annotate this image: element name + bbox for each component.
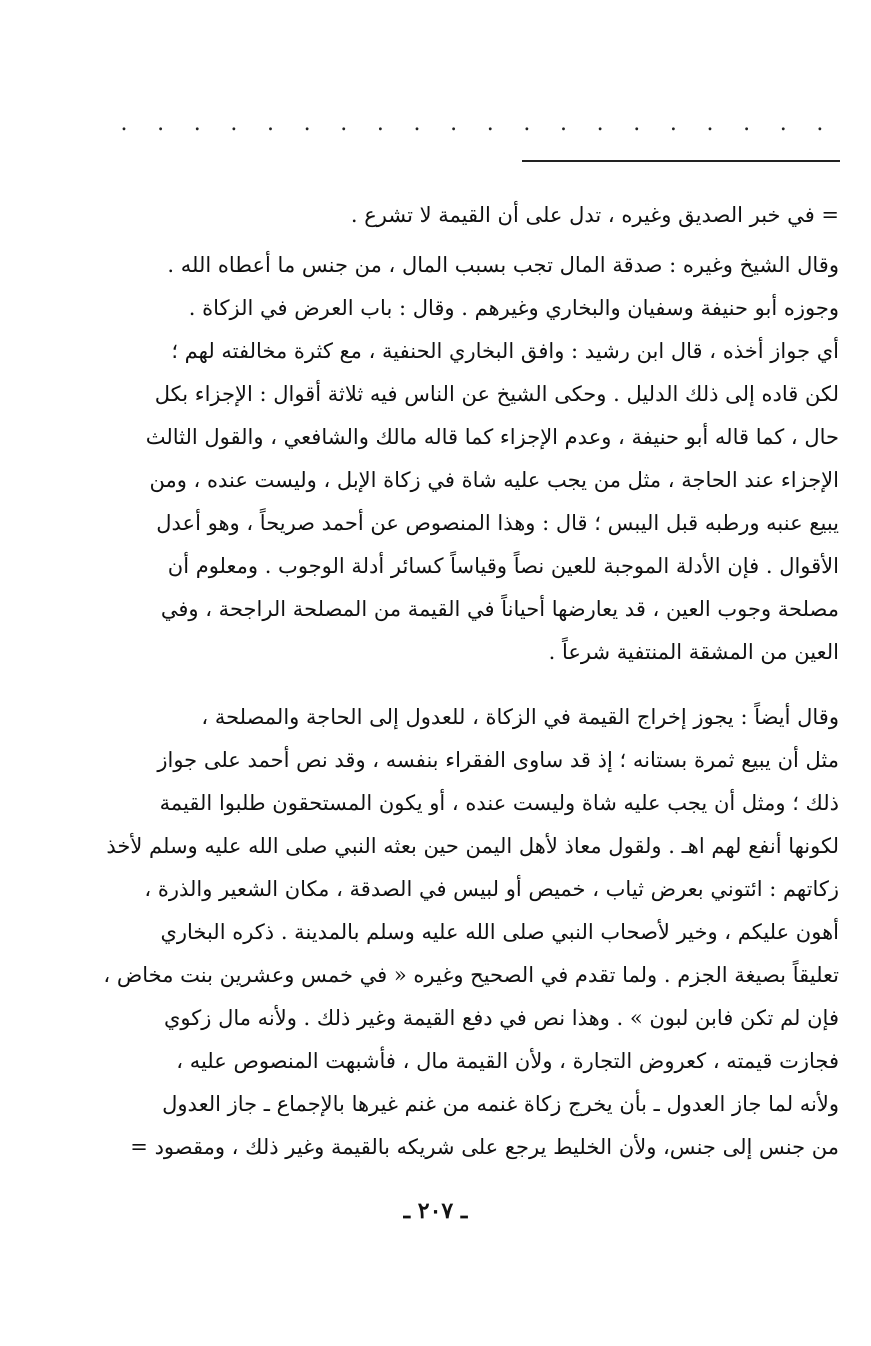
ornament-dot: . (376, 111, 384, 136)
text-line: حال ، كما قاله أبو حنيفة ، وعدم الإجزاء كما قاله مالك والشافعي ، والقول الثالث (145, 425, 839, 449)
ornament-dot: . (450, 111, 458, 136)
ornament-dot: . (523, 111, 531, 136)
text-line: الأقوال . فإن الأدلة الموجبة للعين نصاً وقياساً كسائر أدلة الوجوب . ومعلوم أن (167, 554, 839, 578)
ornament-dot: . (157, 111, 165, 136)
text-line: وقال الشيخ وغيره : صدقة المال تجب بسبب المال ، من جنس ما أعطاه الله . (167, 253, 839, 277)
text-line: العين من المشقة المنتفية شرعاً . (548, 640, 839, 664)
text-line: وقال أيضاً : يجوز إخراج القيمة في الزكاة ، للعدول إلى الحاجة والمصلحة ، (201, 705, 839, 729)
ornament-dot-row (112, 112, 832, 136)
text-line: زكاتهم : ائتوني بعرض ثياب ، خميص أو لبيس في الصدقة ، مكان الشعير والذرة ، (144, 877, 839, 901)
ornament-dot: . (706, 111, 714, 136)
text-line: فإن لم تكن فابن لبون » . وهذا نص في دفع القيمة وغير ذلك . ولأنه مال زكوي (163, 1006, 839, 1030)
text-line: ولأنه لما جاز العدول ـ بأن يخرج زكاة غنمه من غنم غيرها بالإجماع ـ جاز العدول (162, 1092, 839, 1116)
text-line: أي جواز أخذه ، قال ابن رشيد : وافق البخاري الحنفية ، مع كثرة مخالفته لهم ؛ (171, 339, 839, 363)
text-line: فجازت قيمته ، كعروض التجارة ، ولأن القيمة مال ، فأشبهت المنصوص عليه ، (176, 1049, 839, 1073)
ornament-dot: . (816, 111, 824, 136)
text-line: ذلك ؛ ومثل أن يجب عليه شاة وليست عنده ، أو يكون المستحقون طلبوا القيمة (159, 791, 839, 815)
text-line: مثل أن يبيع ثمرة بستانه ؛ إذ قد ساوى الفقراء بنفسه ، وقد نص أحمد على جواز (157, 748, 839, 772)
text-line: = في خبر الصديق وغيره ، تدل على أن القيمة لا تشرع . (350, 203, 839, 227)
ornament-dot: . (633, 111, 641, 136)
ornament-dot: . (303, 111, 311, 136)
ornament-dot: . (193, 111, 201, 136)
ornament-dot: . (596, 111, 604, 136)
ornament-dot: . (669, 111, 677, 136)
ornament-dot: . (413, 111, 421, 136)
ornament-dot: . (120, 111, 128, 136)
text-line: لكونها أنفع لهم اهـ . ولقول معاذ لأهل اليمن حين بعثه النبي صلى الله عليه وسلم لأخذ (106, 834, 839, 858)
paragraph-sheikh-quote (29, 244, 839, 674)
ornament-dot: . (743, 111, 751, 136)
ornament-dot: . (560, 111, 567, 136)
text-line: من جنس إلى جنس، ولأن الخليط يرجع على شريكه بالقيمة وغير ذلك ، ومقصود = (130, 1135, 839, 1159)
text-line: وجوزه أبو حنيفة وسفيان والبخاري وغيرهم . وقال : باب العرض في الزكاة . (188, 296, 839, 320)
ornament-dot: . (267, 111, 274, 136)
text-line: أهون عليكم ، وخير لأصحاب النبي صلى الله عليه وسلم بالمدينة . ذكره البخاري (160, 920, 839, 944)
footnote-continuation (29, 194, 839, 237)
text-line: لكن قاده إلى ذلك الدليل . وحكى الشيخ عن الناس فيه ثلاثة أقوال : الإجزاء بكل (154, 382, 839, 406)
page-number: ـ ٢٠٧ ـ (403, 1198, 468, 1224)
text-line: يبيع عنبه ورطبه قبل اليبس ؛ قال : وهذا المنصوص عن أحمد صريحاً ، وهو أعدل (156, 511, 839, 535)
ornament-dot: . (230, 111, 238, 136)
paragraph-value-payment (29, 696, 839, 1169)
text-line: الإجزاء عند الحاجة ، مثل من يجب عليه شاة في زكاة الإبل ، وليست عنده ، ومن (149, 468, 839, 492)
ornament-dot: . (486, 111, 494, 136)
footnote-separator-rule (522, 160, 840, 162)
text-line: تعليقاً بصيغة الجزم . ولما تقدم في الصحيح وغيره « في خمس وعشرين بنت مخاض ، (103, 963, 839, 987)
ornament-dot: . (779, 111, 787, 136)
ornament-dot: . (340, 111, 348, 136)
text-line: مصلحة وجوب العين ، قد يعارضها أحياناً في القيمة من المصلحة الراجحة ، وفي (160, 597, 839, 621)
